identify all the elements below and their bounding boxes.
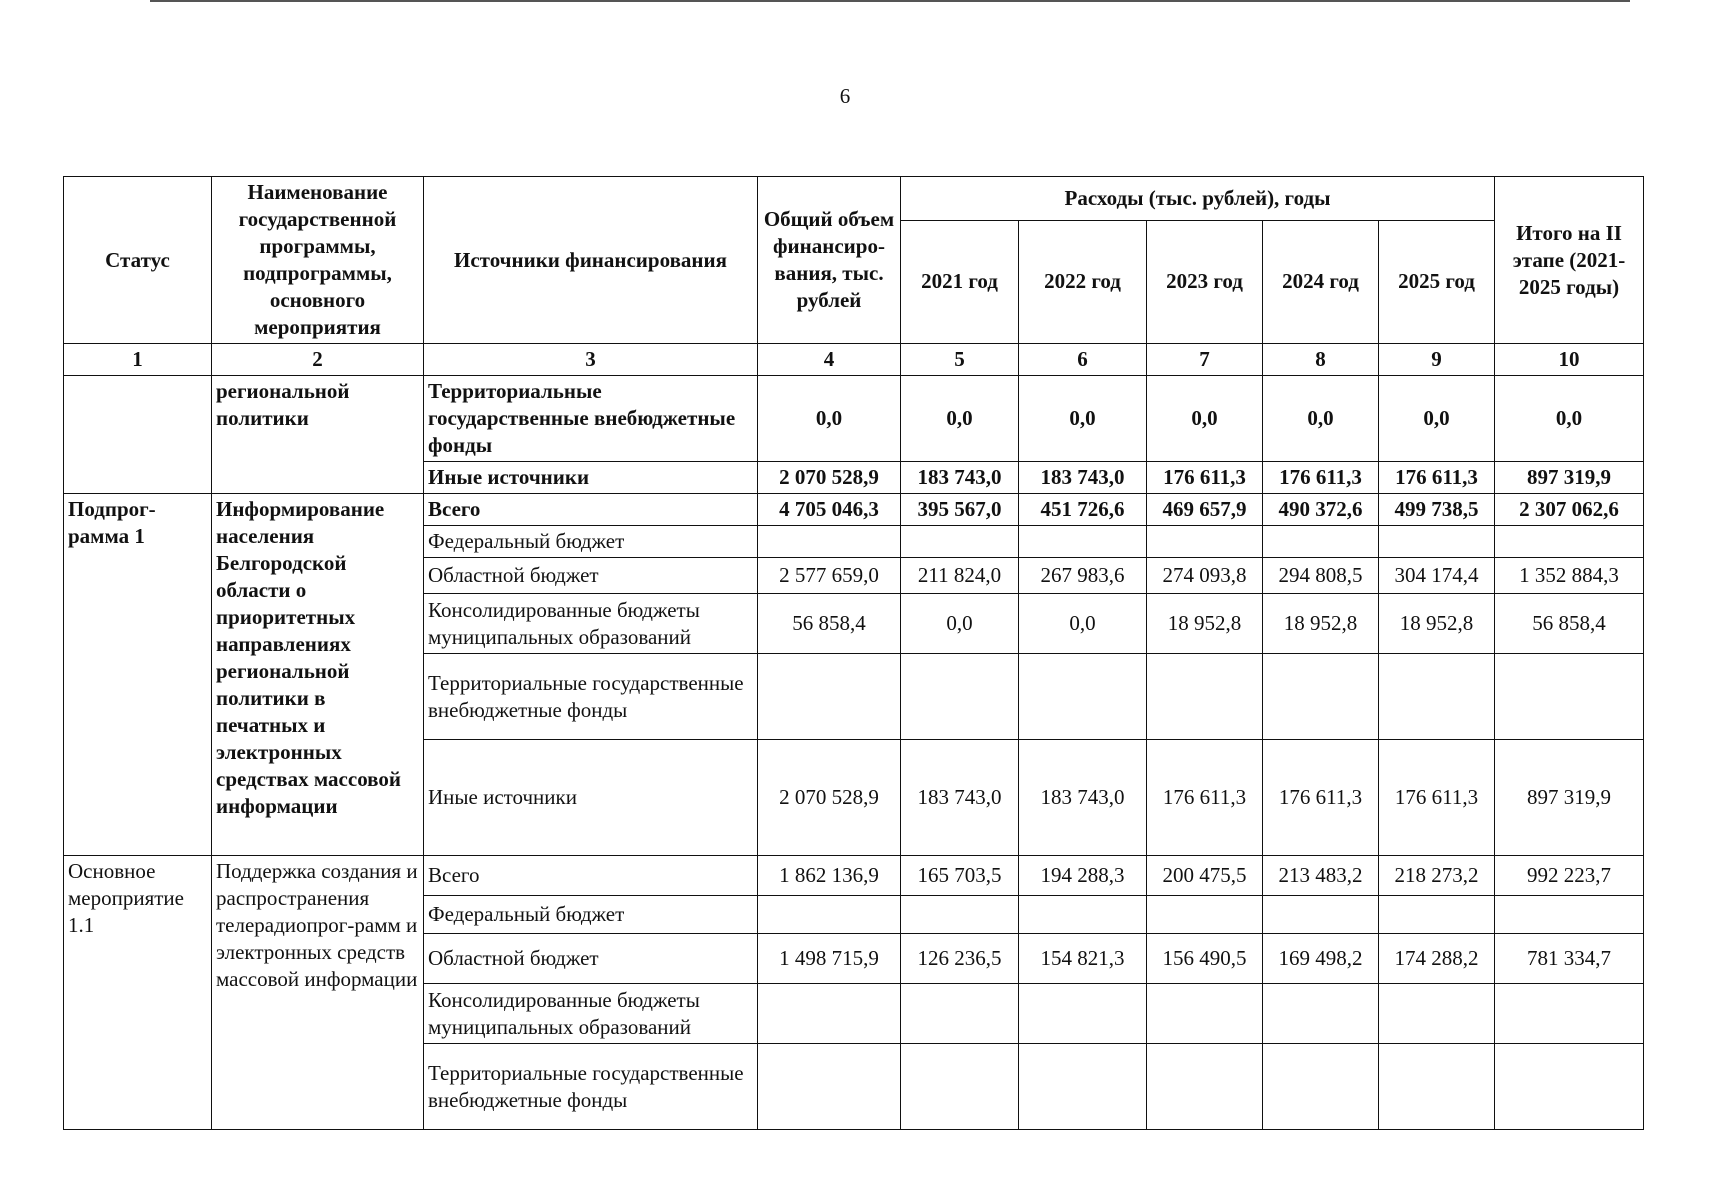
- value-cell: 0,0: [901, 594, 1019, 654]
- value-cell: 0,0: [1019, 594, 1147, 654]
- value-cell: [1263, 1044, 1379, 1130]
- value-cell: [1263, 526, 1379, 558]
- value-cell: [1379, 896, 1495, 934]
- header-year: 2024 год: [1263, 220, 1379, 343]
- value-cell: [1019, 654, 1147, 740]
- column-number: 3: [424, 344, 758, 376]
- value-cell: 126 236,5: [901, 934, 1019, 984]
- source-cell: Иные источники: [424, 462, 758, 494]
- value-cell: 200 475,5: [1147, 856, 1263, 896]
- source-cell: Всего: [424, 856, 758, 896]
- value-cell: 18 952,8: [1379, 594, 1495, 654]
- value-cell: [1495, 896, 1644, 934]
- header-stage-total: Итого на II этапе (2021-2025 годы): [1495, 177, 1644, 344]
- column-number: 5: [901, 344, 1019, 376]
- table-row: [64, 494, 1644, 526]
- value-cell: 267 983,6: [1019, 558, 1147, 594]
- value-cell: 176 611,3: [1263, 462, 1379, 494]
- value-cell: 897 319,9: [1495, 462, 1644, 494]
- value-cell: 304 174,4: [1379, 558, 1495, 594]
- value-cell: [1379, 1044, 1495, 1130]
- value-cell: [1019, 1044, 1147, 1130]
- column-number: 6: [1019, 344, 1147, 376]
- column-number: 1: [64, 344, 212, 376]
- value-cell: 0,0: [758, 376, 901, 462]
- value-cell: 897 319,9: [1495, 740, 1644, 856]
- value-cell: [1495, 984, 1644, 1044]
- value-cell: [1263, 984, 1379, 1044]
- header-year: 2025 год: [1379, 220, 1495, 343]
- header-status: Статус: [64, 177, 212, 344]
- value-cell: 183 743,0: [1019, 462, 1147, 494]
- value-cell: [1263, 896, 1379, 934]
- value-cell: [901, 1044, 1019, 1130]
- value-cell: 194 288,3: [1019, 856, 1147, 896]
- value-cell: 156 490,5: [1147, 934, 1263, 984]
- column-number: 10: [1495, 344, 1644, 376]
- value-cell: 176 611,3: [1379, 740, 1495, 856]
- source-cell: Территориальные государственные внебюджетные фонды: [424, 1044, 758, 1130]
- value-cell: 294 808,5: [1263, 558, 1379, 594]
- column-number: 9: [1379, 344, 1495, 376]
- value-cell: 218 273,2: [1379, 856, 1495, 896]
- value-cell: [1495, 526, 1644, 558]
- value-cell: 2 070 528,9: [758, 462, 901, 494]
- header-year: 2022 год: [1019, 220, 1147, 343]
- value-cell: 18 952,8: [1263, 594, 1379, 654]
- value-cell: 56 858,4: [1495, 594, 1644, 654]
- source-cell: Всего: [424, 494, 758, 526]
- value-cell: 211 824,0: [901, 558, 1019, 594]
- value-cell: 451 726,6: [1019, 494, 1147, 526]
- value-cell: 183 743,0: [901, 740, 1019, 856]
- value-cell: 183 743,0: [901, 462, 1019, 494]
- value-cell: 0,0: [901, 376, 1019, 462]
- source-cell: Федеральный бюджет: [424, 526, 758, 558]
- source-cell: Областной бюджет: [424, 934, 758, 984]
- value-cell: 154 821,3: [1019, 934, 1147, 984]
- value-cell: [758, 896, 901, 934]
- value-cell: 1 352 884,3: [1495, 558, 1644, 594]
- value-cell: 0,0: [1019, 376, 1147, 462]
- header-sources: Источники финансирования: [424, 177, 758, 344]
- table-row: [64, 376, 1644, 462]
- value-cell: [1379, 526, 1495, 558]
- value-cell: [1019, 984, 1147, 1044]
- value-cell: [1147, 1044, 1263, 1130]
- value-cell: 0,0: [1147, 376, 1263, 462]
- header-total-volume: Общий объем финансиро-вания, тыс. рублей: [758, 177, 901, 344]
- value-cell: [1495, 1044, 1644, 1130]
- value-cell: [1147, 896, 1263, 934]
- value-cell: 274 093,8: [1147, 558, 1263, 594]
- value-cell: 992 223,7: [1495, 856, 1644, 896]
- header-year: 2021 год: [901, 220, 1019, 343]
- table-row: [64, 856, 1644, 896]
- header-expenses: Расходы (тыс. рублей), годы: [901, 177, 1495, 221]
- column-number: 8: [1263, 344, 1379, 376]
- value-cell: [758, 654, 901, 740]
- column-number: 4: [758, 344, 901, 376]
- source-cell: Консолидированные бюджеты муниципальных образований: [424, 984, 758, 1044]
- programme-name-cell: Поддержка создания и распространения телерадиопрог-рамм и электронных средств массовой информации: [212, 856, 424, 1130]
- value-cell: 2 070 528,9: [758, 740, 901, 856]
- value-cell: [1147, 654, 1263, 740]
- value-cell: 2 577 659,0: [758, 558, 901, 594]
- status-cell: Основное мероприятие 1.1: [64, 856, 212, 1130]
- value-cell: 176 611,3: [1147, 462, 1263, 494]
- value-cell: [1147, 984, 1263, 1044]
- value-cell: 0,0: [1379, 376, 1495, 462]
- source-cell: Территориальные государственные внебюджетные фонды: [424, 654, 758, 740]
- value-cell: 1 498 715,9: [758, 934, 901, 984]
- value-cell: 169 498,2: [1263, 934, 1379, 984]
- value-cell: 4 705 046,3: [758, 494, 901, 526]
- value-cell: 56 858,4: [758, 594, 901, 654]
- value-cell: [1147, 526, 1263, 558]
- source-cell: Консолидированные бюджеты муниципальных образований: [424, 594, 758, 654]
- source-cell: Территориальные государственные внебюджетные фонды: [424, 376, 758, 462]
- value-cell: 395 567,0: [901, 494, 1019, 526]
- value-cell: [901, 526, 1019, 558]
- top-rule: [150, 0, 1630, 2]
- value-cell: [1379, 984, 1495, 1044]
- value-cell: [758, 1044, 901, 1130]
- value-cell: 2 307 062,6: [1495, 494, 1644, 526]
- value-cell: 0,0: [1263, 376, 1379, 462]
- source-cell: Иные источники: [424, 740, 758, 856]
- source-cell: Областной бюджет: [424, 558, 758, 594]
- value-cell: 176 611,3: [1379, 462, 1495, 494]
- value-cell: 499 738,5: [1379, 494, 1495, 526]
- page-number: 6: [839, 84, 851, 108]
- value-cell: 176 611,3: [1147, 740, 1263, 856]
- column-number: 7: [1147, 344, 1263, 376]
- programme-name-cell: региональной политики: [212, 376, 424, 494]
- value-cell: [1495, 654, 1644, 740]
- column-number: 2: [212, 344, 424, 376]
- status-cell: [64, 376, 212, 494]
- value-cell: 183 743,0: [1019, 740, 1147, 856]
- value-cell: [758, 526, 901, 558]
- value-cell: 781 334,7: [1495, 934, 1644, 984]
- header-name: Наименование государственной программы, подпрограммы, основного мероприятия: [212, 177, 424, 344]
- programme-name-cell: Информирование населения Белгородской области о приоритетных направлениях региональной политики в печатных и электронных средствах массовой информации: [212, 494, 424, 856]
- value-cell: [901, 896, 1019, 934]
- value-cell: [1019, 896, 1147, 934]
- value-cell: 18 952,8: [1147, 594, 1263, 654]
- value-cell: 165 703,5: [901, 856, 1019, 896]
- value-cell: 213 483,2: [1263, 856, 1379, 896]
- financing-table: [63, 176, 1644, 1130]
- value-cell: 469 657,9: [1147, 494, 1263, 526]
- value-cell: [1019, 526, 1147, 558]
- value-cell: 490 372,6: [1263, 494, 1379, 526]
- value-cell: [1379, 654, 1495, 740]
- value-cell: 0,0: [1495, 376, 1644, 462]
- value-cell: 174 288,2: [1379, 934, 1495, 984]
- value-cell: [758, 984, 901, 1044]
- value-cell: [901, 984, 1019, 1044]
- status-cell: Подпрог-рамма 1: [64, 494, 212, 856]
- header-year: 2023 год: [1147, 220, 1263, 343]
- source-cell: Федеральный бюджет: [424, 896, 758, 934]
- value-cell: 1 862 136,9: [758, 856, 901, 896]
- value-cell: [901, 654, 1019, 740]
- value-cell: 176 611,3: [1263, 740, 1379, 856]
- value-cell: [1263, 654, 1379, 740]
